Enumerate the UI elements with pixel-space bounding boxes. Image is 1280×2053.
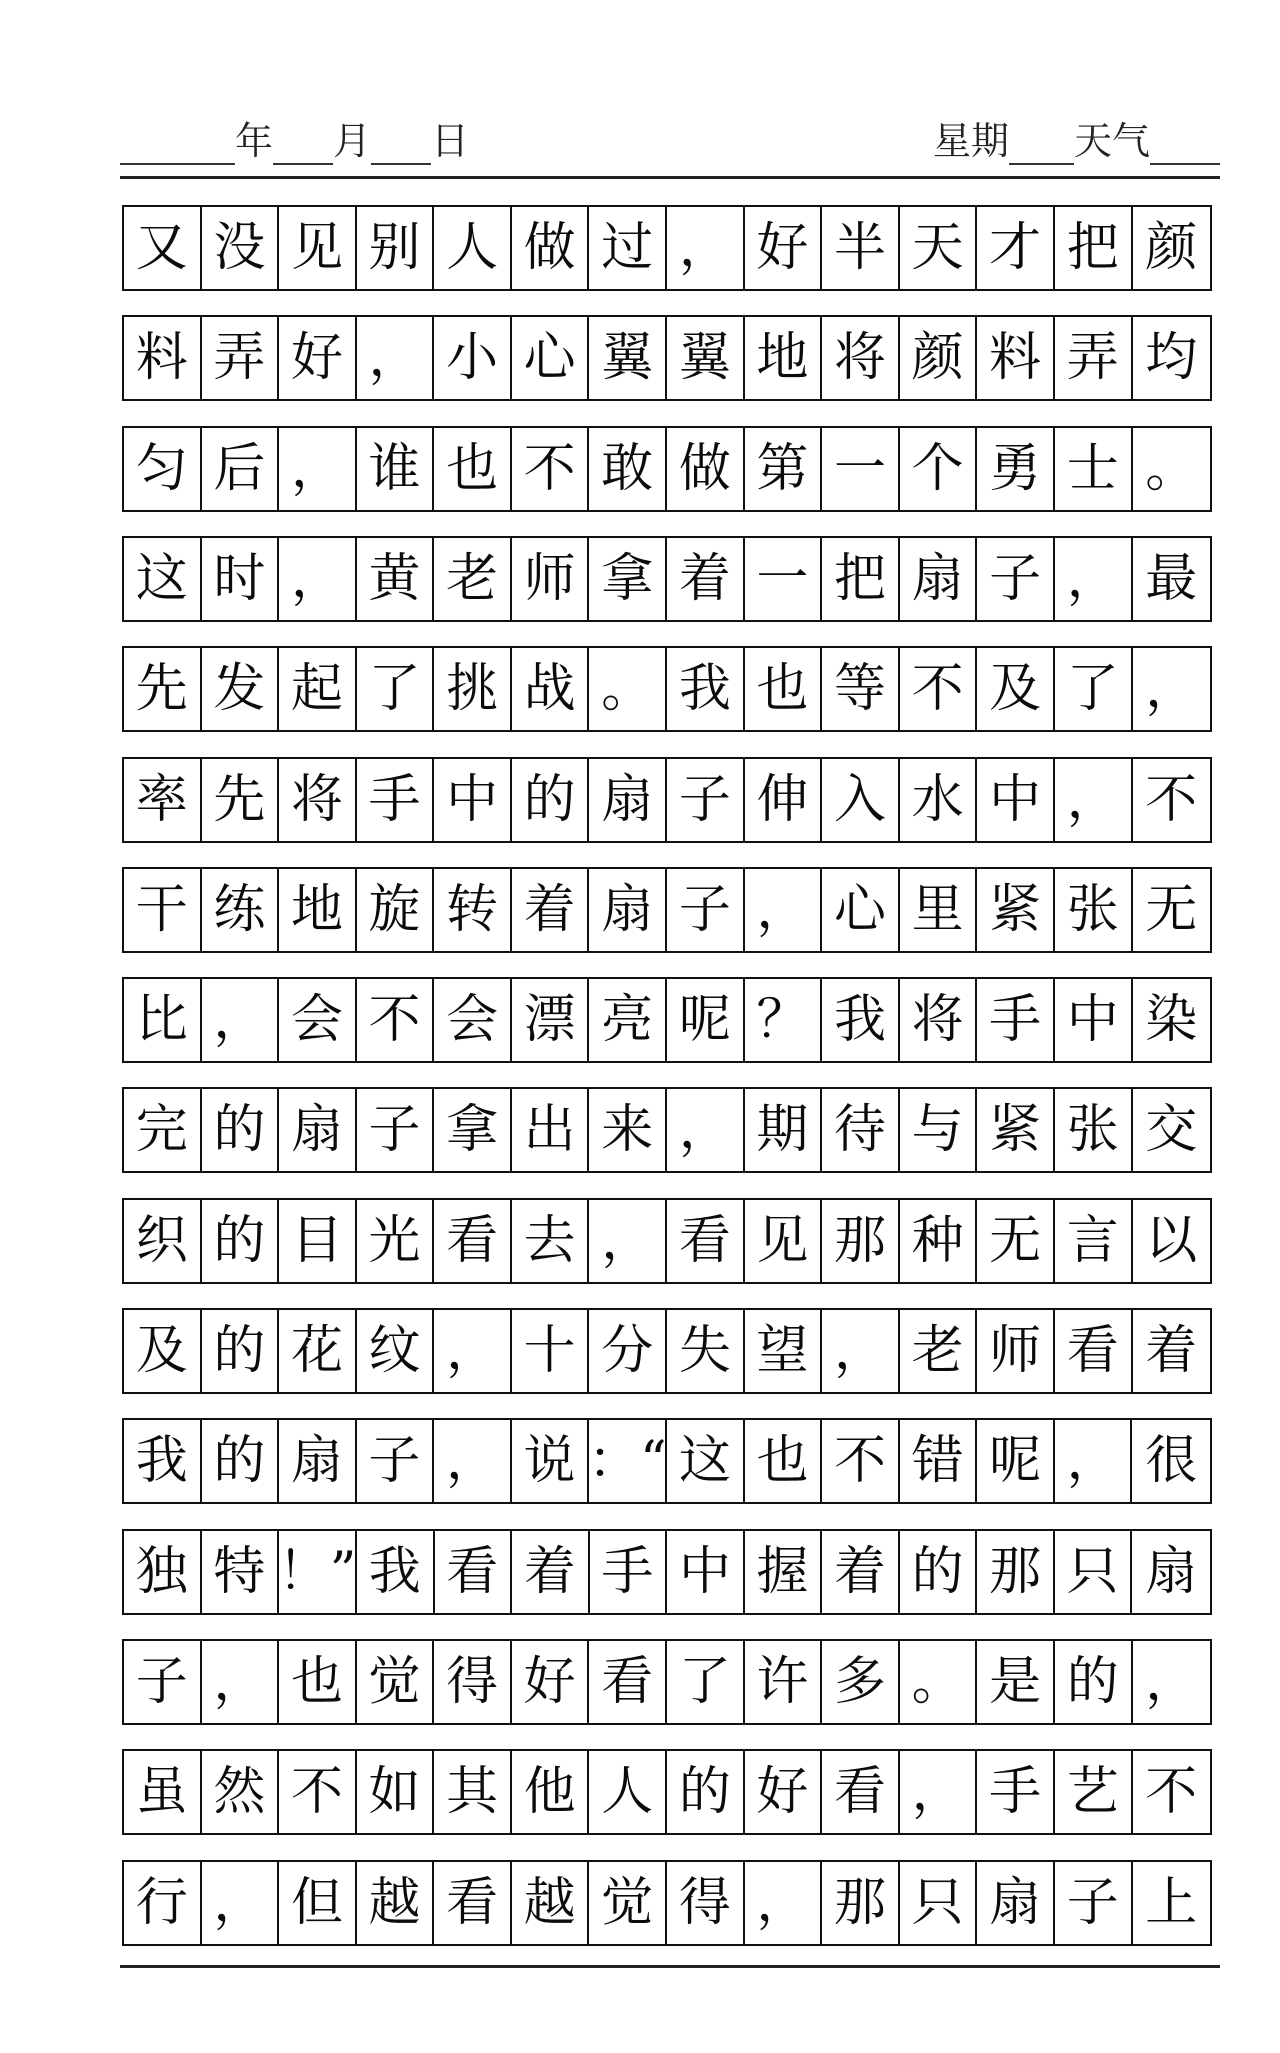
grid-cell: 旋 (357, 869, 435, 951)
grid-cell: 后 (202, 428, 280, 510)
grid-cell: 挑 (434, 648, 512, 730)
grid-row (122, 1749, 1212, 1835)
grid-cell: 的 (1055, 1641, 1133, 1723)
grid-cell: 看 (434, 1862, 512, 1944)
grid-cell: 不 (1145, 1762, 1198, 1823)
grid-cell: 扇 (279, 1089, 357, 1171)
grid-cell: 做 (512, 207, 590, 289)
grid-cell: 第 (745, 428, 823, 510)
grid-cell: ， (1055, 1420, 1133, 1502)
grid-cell: 翼 (667, 317, 745, 399)
grid-row (122, 1860, 1212, 1946)
grid-cell: 独 (124, 1531, 202, 1613)
grid-cell: ， (900, 1751, 978, 1833)
grid-cell: 将 (279, 759, 357, 841)
grid-cell: 见 (279, 207, 357, 289)
grid-cell: 均 (1145, 328, 1198, 389)
grid-cell: 我 (124, 1420, 202, 1502)
grid-cell: 不 (900, 648, 978, 730)
grid-cell: ， (202, 979, 280, 1061)
grid-cell: 人 (589, 1751, 667, 1833)
grid-cell: 拿 (589, 538, 667, 620)
grid-cell: 完 (124, 1089, 202, 1171)
grid-cell: 子 (667, 869, 745, 951)
grid-cell: 不 (279, 1751, 357, 1833)
grid-cell: 无 (1145, 879, 1198, 940)
grid-row (122, 757, 1212, 843)
grid-cell: ， (667, 1089, 745, 1171)
grid-cell: 扇 (589, 869, 667, 951)
grid-cell: 与 (900, 1089, 978, 1171)
grid-cell: 虽 (124, 1751, 202, 1833)
grid-cell: 。 (589, 648, 667, 730)
grid-row (122, 867, 1212, 953)
grid-cell: 子 (124, 1641, 202, 1723)
grid-cell: 料 (977, 317, 1055, 399)
grid-cell: ， (1055, 759, 1133, 841)
month-label: 月 (333, 119, 372, 163)
grid-cell: 无 (977, 1200, 1055, 1282)
grid-cell: 呢 (977, 1420, 1055, 1502)
grid-cell: 去 (512, 1200, 590, 1282)
grid-cell: 如 (357, 1751, 435, 1833)
grid-cell: 别 (357, 207, 435, 289)
grid-cell: 我 (667, 648, 745, 730)
grid-cell: 但 (279, 1862, 357, 1944)
grid-cell: 扇 (977, 1862, 1055, 1944)
grid-cell: 越 (357, 1862, 435, 1944)
grid-cell: 然 (202, 1751, 280, 1833)
grid-cell: 把 (822, 538, 900, 620)
page-header (120, 110, 1220, 170)
grid-cell: 上 (1145, 1872, 1198, 1933)
grid-cell: ， (745, 1862, 823, 1944)
grid-cell: 好 (745, 207, 823, 289)
grid-cell: 来 (589, 1089, 667, 1171)
grid-cell: 匀 (124, 428, 202, 510)
grid-cell: 着 (667, 538, 745, 620)
weekday-label: 星期 (932, 119, 1009, 163)
grid-cell: 亮 (589, 979, 667, 1061)
grid-cell: 心 (512, 317, 590, 399)
grid-cell: 手 (357, 759, 435, 841)
grid-cell: 的 (202, 1310, 280, 1392)
grid-row (122, 315, 1212, 401)
grid-cell: 将 (900, 979, 978, 1061)
grid-cell: 言 (1055, 1200, 1133, 1282)
grid-cell: ， (357, 317, 435, 399)
grid-cell: 他 (512, 1751, 590, 1833)
grid-cell: ？ (745, 979, 823, 1061)
grid-cell: ， (434, 1310, 512, 1392)
grid-row (122, 1308, 1212, 1394)
grid-cell: 入 (822, 759, 900, 841)
grid-cell: 师 (512, 538, 590, 620)
grid-cell: 拿 (434, 1089, 512, 1171)
grid-cell: 漂 (512, 979, 590, 1061)
grid-cell: 子 (667, 759, 745, 841)
grid-cell: 扇 (1145, 1541, 1198, 1602)
grid-cell: 战 (512, 648, 590, 730)
grid-cell: 也 (434, 428, 512, 510)
grid-row (122, 205, 1212, 291)
grid-cell: 好 (745, 1751, 823, 1833)
grid-cell: 不 (1145, 769, 1198, 830)
grid-cell: 地 (279, 869, 357, 951)
grid-cell: 错 (900, 1420, 978, 1502)
grid-cell: 待 (822, 1089, 900, 1171)
grid-cell: 弄 (1055, 317, 1133, 399)
grid-cell: 这 (124, 538, 202, 620)
grid-cell: 的 (202, 1200, 280, 1282)
grid-cell: 那 (977, 1531, 1055, 1613)
grid-cell: 手 (977, 1751, 1055, 1833)
grid-cell: 弄 (202, 317, 280, 399)
bottom-rule (120, 1965, 1220, 1968)
grid-cell: ， (745, 869, 823, 951)
grid-cell: 觉 (357, 1641, 435, 1723)
grid-cell: 越 (512, 1862, 590, 1944)
grid-cell: 黄 (357, 538, 435, 620)
grid-cell: 我 (357, 1531, 435, 1613)
grid-cell: 发 (202, 648, 280, 730)
grid-cell: 我 (822, 979, 900, 1061)
grid-cell: 又 (124, 207, 202, 289)
grid-cell: ， (279, 538, 357, 620)
grid-cell: 张 (1055, 869, 1133, 951)
grid-cell: 呢 (667, 979, 745, 1061)
grid-cell: 着 (512, 1531, 590, 1613)
grid-cell: 。 (1145, 438, 1198, 499)
grid-cell: 看 (434, 1200, 512, 1282)
grid-cell: 织 (124, 1200, 202, 1282)
grid-cell: 伸 (745, 759, 823, 841)
grid-cell: 起 (279, 648, 357, 730)
grid-cell: 水 (900, 759, 978, 841)
grid-row (122, 1087, 1212, 1173)
grid-cell: 子 (357, 1089, 435, 1171)
grid-cell: ， (202, 1862, 280, 1944)
grid-cell: 把 (1055, 207, 1133, 289)
grid-cell: 看 (1055, 1310, 1133, 1392)
grid-cell: 特 (202, 1531, 280, 1613)
grid-cell: 地 (745, 317, 823, 399)
grid-cell: 只 (1055, 1531, 1133, 1613)
grid-cell: 做 (667, 428, 745, 510)
grid-cell: ， (202, 1641, 280, 1723)
grid-cell: 望 (745, 1310, 823, 1392)
grid-cell: 天 (900, 207, 978, 289)
grid-cell: 半 (822, 207, 900, 289)
grid-cell: 十 (512, 1310, 590, 1392)
grid-cell: 纹 (357, 1310, 435, 1392)
date-fields (120, 110, 469, 165)
grid-cell: 。 (900, 1641, 978, 1723)
grid-cell: 中 (1055, 979, 1133, 1061)
grid-cell: 干 (124, 869, 202, 951)
grid-cell: 的 (202, 1420, 280, 1502)
grid-row (122, 646, 1212, 732)
grid-cell: ， (434, 1420, 512, 1502)
grid-cell: 及 (124, 1310, 202, 1392)
grid-cell: 的 (512, 759, 590, 841)
grid-cell: 着 (1145, 1321, 1198, 1381)
grid-cell: 练 (202, 869, 280, 951)
grid-cell: 得 (434, 1641, 512, 1723)
grid-cell: 时 (202, 538, 280, 620)
grid-cell: 艺 (1055, 1751, 1133, 1833)
grid-cell: 行 (124, 1862, 202, 1944)
grid-cell: ， (667, 207, 745, 289)
grid-cell: 交 (1145, 1100, 1198, 1161)
grid-cell: 种 (900, 1200, 978, 1282)
grid-cell: 看 (435, 1531, 513, 1613)
grid-cell: 光 (357, 1200, 435, 1282)
grid-cell: 士 (1055, 428, 1133, 510)
grid-cell: 张 (1055, 1089, 1133, 1171)
grid-cell: 握 (745, 1531, 823, 1613)
grid-cell: 见 (745, 1200, 823, 1282)
grid-cell: 没 (202, 207, 280, 289)
month-blank (273, 119, 333, 165)
grid-cell: ， (589, 1200, 667, 1282)
grid-row (122, 1198, 1212, 1284)
grid-row (122, 426, 1212, 512)
grid-cell: 了 (667, 1641, 745, 1723)
grid-cell: 那 (822, 1200, 900, 1282)
grid-cell: 才 (977, 207, 1055, 289)
grid-cell: 了 (357, 648, 435, 730)
grid-cell: 及 (977, 648, 1055, 730)
grid-cell: 着 (512, 869, 590, 951)
grid-cell: 中 (434, 759, 512, 841)
grid-cell: 手 (977, 979, 1055, 1061)
grid-row (122, 536, 1212, 622)
grid-cell: 比 (124, 979, 202, 1061)
grid-cell: 先 (202, 759, 280, 841)
grid-cell: 老 (434, 538, 512, 620)
grid-cell: 中 (667, 1531, 745, 1613)
grid-cell: 其 (434, 1751, 512, 1833)
grid-row (122, 1418, 1212, 1504)
grid-cell: 颜 (900, 317, 978, 399)
grid-cell: 那 (822, 1862, 900, 1944)
grid-cell: 过 (589, 207, 667, 289)
day-blank (371, 119, 431, 165)
grid-cell: 中 (977, 759, 1055, 841)
grid-cell: 不 (822, 1420, 900, 1502)
grid-cell: 着 (822, 1531, 900, 1613)
grid-cell: 期 (745, 1089, 823, 1171)
grid-cell: 许 (745, 1641, 823, 1723)
grid-cell: 率 (124, 759, 202, 841)
grid-cell: 先 (124, 648, 202, 730)
grid-cell: 老 (900, 1310, 978, 1392)
grid-cell: 目 (279, 1200, 357, 1282)
weather-label: 天气 (1073, 119, 1150, 163)
grid-cell: 出 (512, 1089, 590, 1171)
grid-cell: 颜 (1145, 218, 1198, 278)
grid-cell: ：“ (589, 1420, 667, 1502)
grid-row (122, 1639, 1212, 1725)
grid-cell: 了 (1055, 648, 1133, 730)
grid-row (122, 1529, 1212, 1615)
grid-cell: 将 (822, 317, 900, 399)
weekday-weather-fields (933, 110, 1220, 165)
grid-row (122, 977, 1212, 1063)
grid-cell: 勇 (977, 428, 1055, 510)
grid-cell: 小 (434, 317, 512, 399)
grid-cell: 好 (512, 1641, 590, 1723)
grid-cell: 得 (667, 1862, 745, 1944)
grid-cell: ， (1055, 538, 1133, 620)
grid-cell: 师 (977, 1310, 1055, 1392)
grid-cell: 很 (1145, 1431, 1198, 1492)
grid-cell: 扇 (279, 1420, 357, 1502)
grid-cell: 花 (279, 1310, 357, 1392)
year-label: 年 (235, 119, 274, 163)
grid-cell: 只 (900, 1862, 978, 1944)
grid-cell: 看 (667, 1200, 745, 1282)
grid-cell: 一 (822, 428, 900, 510)
grid-cell: 一 (745, 538, 823, 620)
top-rule (120, 176, 1220, 179)
grid-cell: 紧 (977, 869, 1055, 951)
grid-cell: 料 (124, 317, 202, 399)
grid-cell: 失 (667, 1310, 745, 1392)
grid-cell: 会 (279, 979, 357, 1061)
year-blank (120, 119, 235, 165)
grid-cell: 敢 (589, 428, 667, 510)
grid-cell: 个 (900, 428, 978, 510)
grid-cell: 手 (590, 1531, 668, 1613)
grid-cell: 染 (1145, 990, 1198, 1051)
grid-cell: 也 (745, 648, 823, 730)
grid-cell: 最 (1145, 548, 1198, 609)
weekday-blank (1009, 119, 1074, 165)
grid-cell: 扇 (589, 759, 667, 841)
grid-cell: 多 (822, 1641, 900, 1723)
grid-cell: 不 (357, 979, 435, 1061)
grid-cell: 紧 (977, 1089, 1055, 1171)
grid-cell: 不 (512, 428, 590, 510)
grid-cell: 会 (434, 979, 512, 1061)
grid-cell: 说 (512, 1420, 590, 1502)
grid-cell: 的 (667, 1751, 745, 1833)
grid-cell: 觉 (589, 1862, 667, 1944)
grid-cell: 里 (900, 869, 978, 951)
grid-cell: 这 (667, 1420, 745, 1502)
grid-cell: 的 (900, 1531, 978, 1613)
grid-cell: 心 (822, 869, 900, 951)
grid-cell: ， (1145, 659, 1198, 720)
grid-cell: ， (822, 1310, 900, 1392)
grid-cell: 谁 (357, 428, 435, 510)
grid-cell: 扇 (900, 538, 978, 620)
grid-cell: 分 (589, 1310, 667, 1392)
grid-cell: ！” (279, 1531, 357, 1613)
grid-cell: 是 (977, 1641, 1055, 1723)
grid-cell: 的 (202, 1089, 280, 1171)
grid-cell: 子 (1055, 1862, 1133, 1944)
grid-cell: 看 (822, 1751, 900, 1833)
grid-cell: 也 (279, 1641, 357, 1723)
grid-cell: 以 (1145, 1210, 1198, 1271)
grid-cell: 人 (434, 207, 512, 289)
grid-cell: 子 (357, 1420, 435, 1502)
grid-cell: 转 (434, 869, 512, 951)
weather-blank (1150, 119, 1220, 165)
grid-cell: ， (1145, 1651, 1198, 1712)
grid-cell: ， (279, 428, 357, 510)
day-label: 日 (431, 119, 470, 163)
grid-cell: 子 (977, 538, 1055, 620)
grid-cell: 等 (822, 648, 900, 730)
grid-cell: 也 (745, 1420, 823, 1502)
grid-cell: 好 (279, 317, 357, 399)
grid-cell: 翼 (589, 317, 667, 399)
grid-cell: 看 (589, 1641, 667, 1723)
